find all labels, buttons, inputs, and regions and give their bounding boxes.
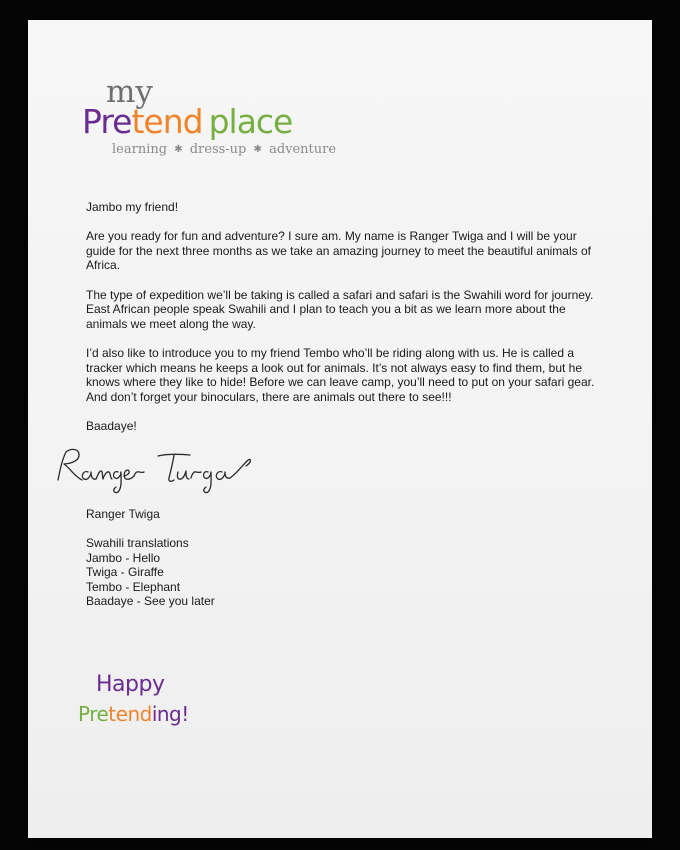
- translation-item: Twiga - Giraffe: [86, 565, 164, 580]
- handwritten-signature: [46, 442, 266, 496]
- pretending-text: [78, 702, 189, 726]
- star-icon: ✱: [174, 144, 183, 155]
- pretending-part-3: ing!: [151, 702, 189, 726]
- happy-pretending-logo: [78, 672, 228, 732]
- translation-item: Baadaye - See you later: [86, 594, 215, 609]
- tagline-learning: learning: [112, 142, 168, 157]
- logo-tagline: [112, 142, 336, 157]
- logo-pre-text: Pre: [82, 102, 132, 141]
- happy-text: Happy: [96, 672, 165, 697]
- letter-body: [86, 200, 606, 448]
- swahili-translations: [86, 536, 215, 609]
- logo-brand-line: [82, 102, 292, 141]
- tagline-adventure: adventure: [269, 142, 337, 157]
- letter-paragraph-2: The type of expedition we’ll be taking is called a safari and safari is the Swahili word for journey. East African people speak Swahili and I plan to teach you a bit as we learn more about the animals we meet along the way.: [86, 287, 594, 331]
- pretending-part-2: tend: [108, 702, 152, 726]
- star-icon: ✱: [253, 144, 262, 155]
- logo-tend-text: tend: [131, 102, 203, 141]
- letter-signoff: Baadaye!: [86, 418, 137, 433]
- letter-greeting: Jambo my friend!: [86, 200, 179, 214]
- logo-place-text: place: [208, 102, 293, 141]
- translation-item: Tembo - Elephant: [86, 579, 181, 594]
- tagline-dress-up: dress-up: [189, 142, 247, 157]
- translations-heading: Swahili translations: [86, 536, 189, 550]
- my-pretend-place-logo: [82, 74, 342, 168]
- pretending-part-1: Pre: [78, 702, 109, 726]
- translation-item: Jambo - Hello: [86, 550, 161, 565]
- letter-paragraph-3: I’d also like to introduce you to my friend Tembo who’ll be riding along with us. He is called a tracker which means he keeps a look out for animals. It’s not always easy to find them, but he knows where they like to hide! Before we can leave camp, you’ll need to put on your safari gear. And don’t forget your binoculars, there are animals out there to see!!!: [86, 345, 595, 404]
- letter-paragraph-1: Are you ready for fun and adventure? I sure am. My name is Ranger Twiga and I will be your guide for the next three months as we take an amazing journey to meet the beautiful animals of Africa.: [86, 229, 591, 273]
- logo-my-text: my: [106, 74, 153, 110]
- signer-name: Ranger Twiga: [86, 507, 160, 521]
- signature-drawing: [46, 442, 266, 496]
